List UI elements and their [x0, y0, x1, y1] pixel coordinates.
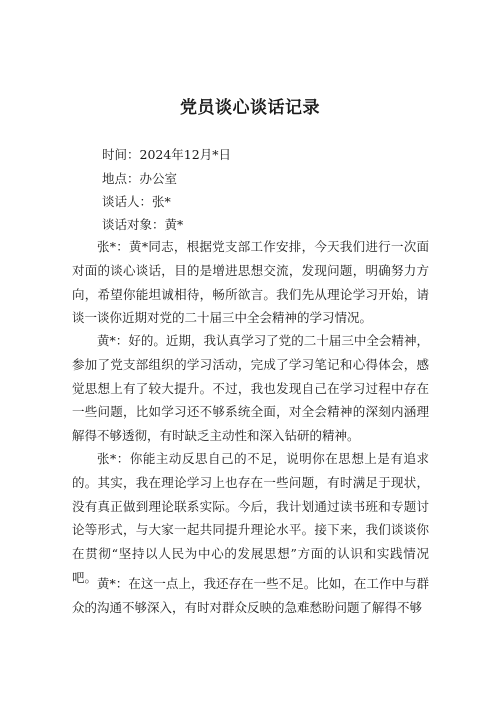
paragraph-4: 黄*：在这一点上，我还存在一些不足。比如，在工作中与群众的沟通不够深入，有时对群众反映的急难愁盼问题了解得不够 — [72, 576, 429, 615]
document-title: 党员谈心谈话记录 — [180, 98, 320, 118]
paragraph-2: 黄*：好的。近期，我认真学习了党的二十届三中全会精神，参加了党支部组织的学习活动，完成了学习笔记和心得体会，感觉思想上有了较大提升。不过，我也发现自己在学习过程中存在一些问题，比如学习还不够系统全面，对全会精神的深刻内涵理解得不够透彻，有时缺乏主动性和深入钻研的精神。 — [72, 333, 429, 444]
meeting-time: 时间：2024年12月*日 — [102, 147, 231, 162]
meeting-subject: 谈话对象：黄* — [102, 217, 184, 232]
paragraph-3: 张*：你能主动反思自己的不足，说明你在思想上是有追求的。其实，我在理论学习上也存在一些问题，有时满足于现状，没有真正做到理论联系实际。今后，我计划通过读书班和专题讨论等形式，与大家一起共同提升理论水平。接下来，我们谈谈你在贯彻“坚持以人民为中心的发展思想”方面的认识和实践情况吧。 — [72, 451, 429, 585]
meeting-place: 地点：办公室 — [102, 171, 178, 186]
meeting-speaker: 谈话人：张* — [102, 194, 171, 209]
paragraph-1: 张*：黄*同志，根据党支部工作安排，今天我们进行一次面对面的谈心谈话，目的是增进思想交流，发现问题，明确努力方向，希望你能坦诚相待，畅所欲言。我们先从理论学习开始，请谈一谈你近期对党的二十届三中全会精神的学习情况。 — [72, 239, 429, 326]
